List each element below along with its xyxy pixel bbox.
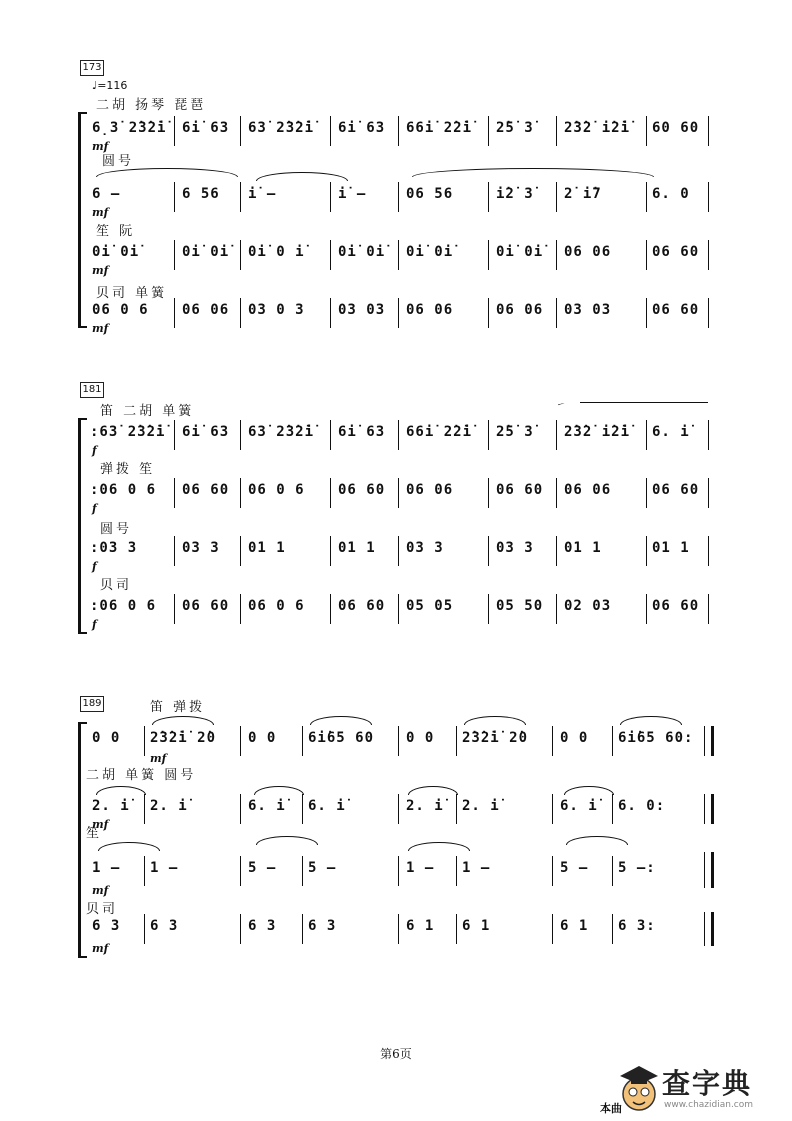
bar-line — [330, 478, 331, 508]
measure: 63̇ 2̇3̇2̇i̇ — [248, 120, 315, 136]
dynamic-marking: mf — [92, 206, 109, 219]
measure: 0i̇ 0i̇ — [496, 244, 544, 260]
measure: 6 1 — [560, 918, 589, 934]
slur — [152, 716, 214, 725]
measure: 03 3 — [406, 540, 444, 556]
bar-line — [456, 914, 457, 944]
bar-line — [398, 116, 399, 146]
measure: 6. i̇ — [308, 798, 346, 814]
bar-line — [302, 726, 303, 756]
slur — [464, 716, 526, 725]
staff-label: 笙 阮 — [96, 224, 136, 239]
measure: 03 3 — [496, 540, 534, 556]
measure: 66i̇ 2̇2̇i̇ — [406, 120, 473, 136]
measure: :63̇ 2̇3̇2̇i̇ — [90, 424, 166, 440]
staff-label: 笙 — [86, 826, 103, 841]
rehearsal-mark: 173 — [80, 60, 104, 76]
dynamic-marking: mf — [92, 884, 109, 897]
measure: 2̇5̇ 3̇ — [496, 120, 534, 136]
bar-line — [552, 794, 553, 824]
slur — [412, 168, 654, 177]
bar-line — [240, 536, 241, 566]
staff — [90, 182, 710, 212]
bar-line — [556, 420, 557, 450]
staff-label: 二胡 扬琴 琵琶 — [96, 98, 207, 113]
measure: 6i̇ 63 — [338, 120, 386, 136]
dynamic-marking: mf — [92, 818, 109, 831]
bar-line — [556, 478, 557, 508]
watermark-left-text: 本曲 — [600, 1102, 622, 1115]
dynamic-marking: mf — [92, 140, 109, 153]
slur — [256, 836, 318, 845]
measure: 6. i̇ — [652, 424, 690, 440]
measure: 05 05 — [406, 598, 454, 614]
bar-line — [398, 420, 399, 450]
measure: 06 06 — [496, 302, 544, 318]
staff-label: 笛 弹拨 — [150, 700, 206, 715]
bar-line — [488, 240, 489, 270]
repeat-end-bar — [704, 912, 714, 946]
measure: 06 60 — [652, 302, 700, 318]
dynamic-marking: mf — [92, 942, 109, 955]
staff — [90, 116, 710, 146]
measure: 6i̇65 60 — [308, 730, 375, 746]
measure: 06 06 — [406, 302, 454, 318]
bar-line — [552, 856, 553, 886]
measure: 06 60 — [652, 244, 700, 260]
slur — [408, 842, 470, 851]
measure: 6. i̇ — [560, 798, 598, 814]
bar-line — [330, 182, 331, 212]
staff — [90, 240, 710, 270]
measure: 6 – — [92, 186, 121, 202]
measure: 0i̇ 0i̇ — [182, 244, 230, 260]
graduate-cap-icon — [618, 1062, 660, 1116]
bar-line — [552, 726, 553, 756]
measure: 2. i̇ — [150, 798, 188, 814]
measure: 06 0 6 — [92, 302, 149, 318]
bar-line — [398, 536, 399, 566]
measure: i̇ – — [338, 186, 367, 202]
measure: 6 56 — [182, 186, 220, 202]
measure: :06 0 6 — [90, 598, 157, 614]
rehearsal-mark: 181 — [80, 382, 104, 398]
watermark-logo — [600, 1060, 785, 1118]
measure: 06 60 — [338, 482, 386, 498]
dynamic-marking: mf — [150, 752, 167, 765]
measure: 5 –: — [618, 860, 656, 876]
bar-line — [240, 116, 241, 146]
bar-line — [488, 478, 489, 508]
measure: 06 06 — [182, 302, 230, 318]
repeat-end-bar — [704, 794, 714, 824]
measure: 01 1 — [564, 540, 602, 556]
measure: 2̇3̇2̇i̇ 2̇0 — [150, 730, 217, 746]
bar-line — [708, 594, 709, 624]
measure: 2̇ i̇7 — [564, 186, 602, 202]
measure: 6 3 — [248, 918, 277, 934]
bar-line — [488, 298, 489, 328]
measure: 01 1 — [652, 540, 690, 556]
measure: 0 0 — [406, 730, 435, 746]
bar-line — [240, 914, 241, 944]
measure: 6 1 — [462, 918, 491, 934]
bar-line — [398, 298, 399, 328]
measure: 06 06 — [564, 482, 612, 498]
staff — [90, 298, 710, 328]
watermark-url: www.chazidian.com — [664, 1100, 754, 1110]
staff — [90, 794, 710, 824]
bar-line — [456, 726, 457, 756]
bar-line — [174, 298, 175, 328]
measure: i̇ – — [248, 186, 277, 202]
bar-line — [240, 240, 241, 270]
staff — [90, 478, 710, 508]
staff-label: 贝司 — [86, 902, 119, 917]
bar-line — [174, 536, 175, 566]
dynamic-marking: f — [92, 444, 97, 457]
measure: 6. i̇ — [248, 798, 286, 814]
measure: 6 3 — [308, 918, 337, 934]
bar-line — [488, 182, 489, 212]
bar-line — [330, 420, 331, 450]
slur — [310, 716, 372, 725]
measure: 1 – — [150, 860, 179, 876]
bar-line — [398, 726, 399, 756]
measure: 6. 0 — [652, 186, 690, 202]
measure: 6 3: — [618, 918, 656, 934]
bar-line — [646, 478, 647, 508]
bar-line — [612, 856, 613, 886]
measure: 1 – — [92, 860, 121, 876]
measure: 0i̇ 0i̇ — [338, 244, 386, 260]
bar-line — [330, 240, 331, 270]
bar-line — [646, 298, 647, 328]
bar-line — [456, 794, 457, 824]
bar-line — [646, 116, 647, 146]
bar-line — [612, 914, 613, 944]
bar-line — [240, 182, 241, 212]
bar-line — [330, 536, 331, 566]
measure: 03 0 3 — [248, 302, 305, 318]
staff-label: 笛 二胡 单簧 — [100, 404, 195, 419]
staff — [90, 536, 710, 566]
bar-line — [556, 298, 557, 328]
measure: 6i̇ 63 — [182, 120, 230, 136]
bar-line — [398, 182, 399, 212]
slur — [620, 716, 682, 725]
bar-line — [556, 182, 557, 212]
measure: 6 1 — [406, 918, 435, 934]
staff — [90, 726, 710, 756]
dynamic-marking: f — [92, 502, 97, 515]
bar-line — [708, 478, 709, 508]
staff-label: 圆号 — [102, 154, 135, 169]
measure: 06 60 — [338, 598, 386, 614]
measure: 06 60 — [652, 598, 700, 614]
measure: 0 0 — [248, 730, 277, 746]
bar-line — [708, 420, 709, 450]
measure: 5 – — [248, 860, 277, 876]
staff — [90, 420, 710, 450]
measure: 6 3 — [150, 918, 179, 934]
watermark-brand: 查字典 — [662, 1067, 753, 1100]
measure: 63̇ 2̇3̇2̇i̇ — [248, 424, 315, 440]
bar-line — [612, 726, 613, 756]
bar-line — [144, 794, 145, 824]
measure: 06 60 — [496, 482, 544, 498]
measure: 6̣3̇ 2̇3̇2̇i̇ — [92, 120, 167, 136]
bar-line — [398, 856, 399, 886]
measure: 06 60 — [652, 482, 700, 498]
measure: 06 0 6 — [248, 482, 305, 498]
bar-line — [708, 182, 709, 212]
staff — [90, 914, 710, 944]
tempo-marking: ♩=116 — [92, 79, 128, 92]
staff-label: 二胡 单簧 圆号 — [86, 768, 197, 783]
measure: 1 – — [462, 860, 491, 876]
measure: 6. 0: — [618, 798, 666, 814]
bar-line — [456, 856, 457, 886]
bar-line — [708, 298, 709, 328]
slur — [98, 842, 160, 851]
bar-line — [556, 536, 557, 566]
bar-line — [240, 794, 241, 824]
bar-line — [240, 594, 241, 624]
measure: 2. i̇ — [92, 798, 130, 814]
bar-line — [302, 914, 303, 944]
staff-label: 弹拨 笙 — [100, 462, 156, 477]
bar-line — [240, 726, 241, 756]
repeat-end-bar — [704, 852, 714, 888]
measure: 06 60 — [182, 482, 230, 498]
bar-line — [708, 240, 709, 270]
measure: 2̇5̇ 3̇ — [496, 424, 534, 440]
measure: 03 3 — [182, 540, 220, 556]
slur — [256, 172, 348, 181]
section-bracket-line — [580, 402, 708, 403]
bar-line — [330, 298, 331, 328]
dynamic-marking: mf — [92, 264, 109, 277]
measure: 5 – — [308, 860, 337, 876]
measure: 0i̇ 0i̇ — [406, 244, 454, 260]
bar-line — [398, 914, 399, 944]
measure: :03 3 — [90, 540, 138, 556]
bar-line — [330, 116, 331, 146]
measure: 6i̇65 60: — [618, 730, 694, 746]
measure: 06 56 — [406, 186, 454, 202]
page-number: 第6页 — [380, 1047, 412, 1061]
measure: 01 1 — [338, 540, 376, 556]
bar-line — [398, 478, 399, 508]
bar-line — [174, 420, 175, 450]
bar-line — [708, 536, 709, 566]
dynamic-marking: f — [92, 618, 97, 631]
measure: i̇2̇ 3̇ — [496, 186, 534, 202]
bar-line — [556, 240, 557, 270]
measure: 05 50 — [496, 598, 544, 614]
bar-line — [612, 794, 613, 824]
repeat-end-bar — [704, 726, 714, 756]
measure: 0 0 — [560, 730, 589, 746]
measure: 0 0 — [92, 730, 121, 746]
rehearsal-mark: 189 — [80, 696, 104, 712]
measure: 03 03 — [564, 302, 612, 318]
bar-line — [488, 594, 489, 624]
measure: 06 06 — [564, 244, 612, 260]
measure: 03 03 — [338, 302, 386, 318]
bar-line — [398, 594, 399, 624]
bar-line — [302, 794, 303, 824]
bar-line — [174, 116, 175, 146]
bar-line — [646, 536, 647, 566]
bar-line — [646, 594, 647, 624]
bar-line — [556, 116, 557, 146]
measure: 66i̇ 2̇2̇i̇ — [406, 424, 473, 440]
bar-line — [240, 856, 241, 886]
bar-line — [174, 240, 175, 270]
staff-label: 贝司 — [100, 578, 133, 593]
bar-line — [646, 182, 647, 212]
measure: 5 – — [560, 860, 589, 876]
section-marker: ㇀ — [556, 400, 566, 411]
bar-line — [174, 478, 175, 508]
bar-line — [646, 420, 647, 450]
measure: 0i̇ 0i̇ — [92, 244, 140, 260]
bar-line — [398, 794, 399, 824]
bar-line — [556, 594, 557, 624]
bar-line — [144, 914, 145, 944]
measure: :06 0 6 — [90, 482, 157, 498]
measure: 2̇3̇2̇ i̇2̇i̇ — [564, 424, 631, 440]
measure: 1 – — [406, 860, 435, 876]
dynamic-marking: mf — [92, 322, 109, 335]
bar-line — [488, 116, 489, 146]
measure: 6i̇ 63 — [182, 424, 230, 440]
bar-line — [330, 594, 331, 624]
bar-line — [144, 856, 145, 886]
measure: 60 60 — [652, 120, 700, 136]
bar-line — [240, 298, 241, 328]
dynamic-marking: f — [92, 560, 97, 573]
slur — [566, 836, 628, 845]
bar-line — [552, 914, 553, 944]
bar-line — [240, 478, 241, 508]
measure: 2̇3̇2̇i̇ 2̇0 — [462, 730, 529, 746]
bar-line — [398, 240, 399, 270]
staff — [90, 856, 710, 886]
measure: 01 1 — [248, 540, 286, 556]
system-bracket — [78, 112, 87, 328]
measure: 0i̇ 0 i̇ — [248, 244, 305, 260]
slur — [96, 168, 238, 177]
bar-line — [240, 420, 241, 450]
bar-line — [646, 240, 647, 270]
bar-line — [144, 726, 145, 756]
system-bracket — [78, 418, 87, 634]
measure: 2̇3̇2̇ i̇2̇i̇ — [564, 120, 631, 136]
staff — [90, 594, 710, 624]
bar-line — [174, 182, 175, 212]
measure: 6 3 — [92, 918, 121, 934]
measure: 2. i̇ — [406, 798, 444, 814]
bar-line — [488, 536, 489, 566]
measure: 06 0 6 — [248, 598, 305, 614]
bar-line — [708, 116, 709, 146]
bar-line — [302, 856, 303, 886]
staff-label: 圆号 — [100, 522, 133, 537]
bar-line — [488, 420, 489, 450]
measure: 6i̇ 63 — [338, 424, 386, 440]
measure: 06 60 — [182, 598, 230, 614]
measure: 2. i̇ — [462, 798, 500, 814]
measure: 06 06 — [406, 482, 454, 498]
measure: 02 03 — [564, 598, 612, 614]
bar-line — [174, 594, 175, 624]
staff-label: 贝司 单簧 — [96, 286, 168, 301]
